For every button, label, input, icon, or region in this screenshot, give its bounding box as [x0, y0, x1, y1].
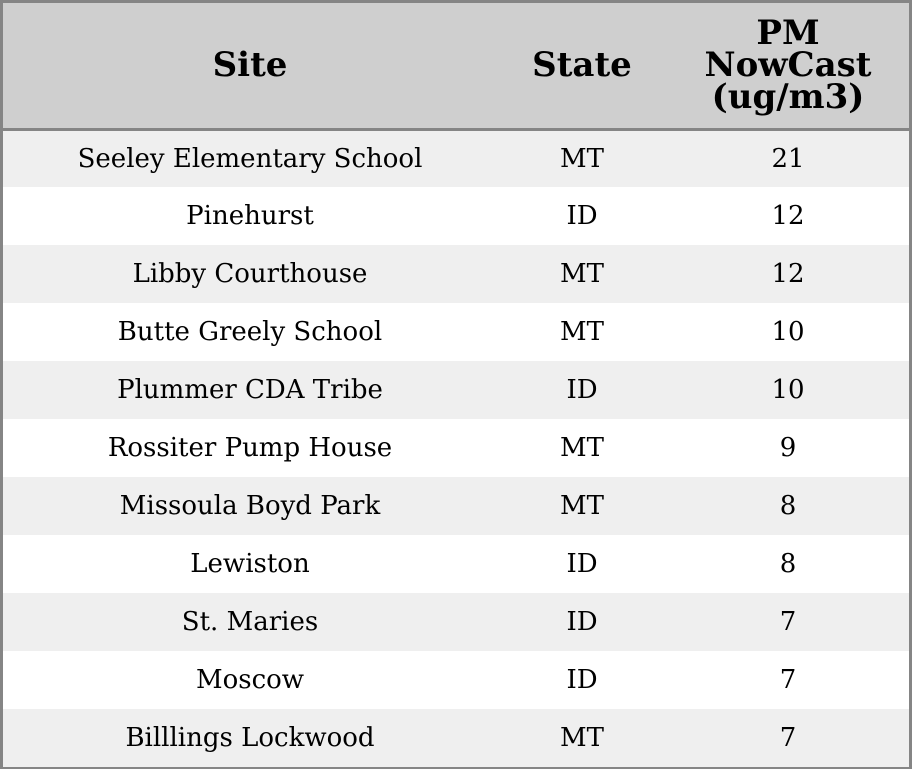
- cell-pm-value: 7: [779, 665, 797, 695]
- header-site-label: Site: [212, 45, 288, 86]
- cell-state: ID: [566, 549, 598, 579]
- cell-state: MT: [560, 259, 604, 289]
- cell-pm-value: 8: [779, 491, 797, 521]
- table-row: [3, 535, 909, 593]
- cell-site: Plummer CDA Tribe: [117, 375, 383, 405]
- cell-state: MT: [560, 433, 604, 463]
- table-row: [3, 129, 909, 187]
- cell-site: Billlings Lockwood: [125, 723, 375, 753]
- cell-state: ID: [566, 375, 598, 405]
- cell-pm-value: 7: [779, 723, 797, 753]
- cell-site: Butte Greely School: [117, 317, 383, 347]
- cell-state: MT: [560, 723, 604, 753]
- cell-site: Lewiston: [190, 549, 310, 579]
- table-row: [3, 245, 909, 303]
- cell-site: Rossiter Pump House: [107, 433, 393, 463]
- table-row: [3, 303, 909, 361]
- cell-pm-value: 12: [771, 259, 805, 289]
- cell-pm-value: 12: [771, 201, 805, 231]
- cell-site: Pinehurst: [186, 201, 314, 231]
- table-row: [3, 651, 909, 709]
- cell-state: ID: [566, 201, 598, 231]
- table-row: [3, 419, 909, 477]
- table-row: [3, 477, 909, 535]
- cell-pm-value: 10: [771, 375, 805, 405]
- header-pm: [667, 3, 909, 129]
- table-row: [3, 709, 909, 767]
- table-row: [3, 361, 909, 419]
- cell-pm-value: 7: [779, 607, 797, 637]
- header-site: [3, 3, 497, 129]
- table-header: [3, 3, 909, 129]
- cell-pm-value: 8: [779, 549, 797, 579]
- cell-state: ID: [566, 665, 598, 695]
- header-state: [497, 3, 667, 129]
- table-row: [3, 187, 909, 245]
- cell-state: MT: [560, 143, 604, 174]
- cell-state: ID: [566, 607, 598, 637]
- cell-pm-value: 9: [779, 433, 797, 463]
- cell-site: Moscow: [195, 665, 305, 695]
- pm-nowcast-table: [3, 3, 909, 767]
- header-state-label: State: [532, 45, 632, 86]
- cell-site: St. Maries: [181, 607, 319, 637]
- header-pm-line-1: PM: [756, 13, 820, 54]
- header-row: [3, 3, 909, 129]
- table-body: [3, 129, 909, 767]
- cell-pm-value: 10: [771, 317, 805, 347]
- cell-state: MT: [560, 317, 604, 347]
- cell-state: MT: [560, 491, 604, 521]
- cell-pm-value: 21: [771, 143, 805, 174]
- cell-site: Seeley Elementary School: [77, 143, 423, 174]
- table-row: [3, 593, 909, 651]
- header-pm-line-2: NowCast: [704, 45, 872, 86]
- cell-site: Missoula Boyd Park: [119, 491, 381, 521]
- header-pm-line-3: (ug/m3): [711, 77, 865, 118]
- cell-site: Libby Courthouse: [132, 259, 368, 289]
